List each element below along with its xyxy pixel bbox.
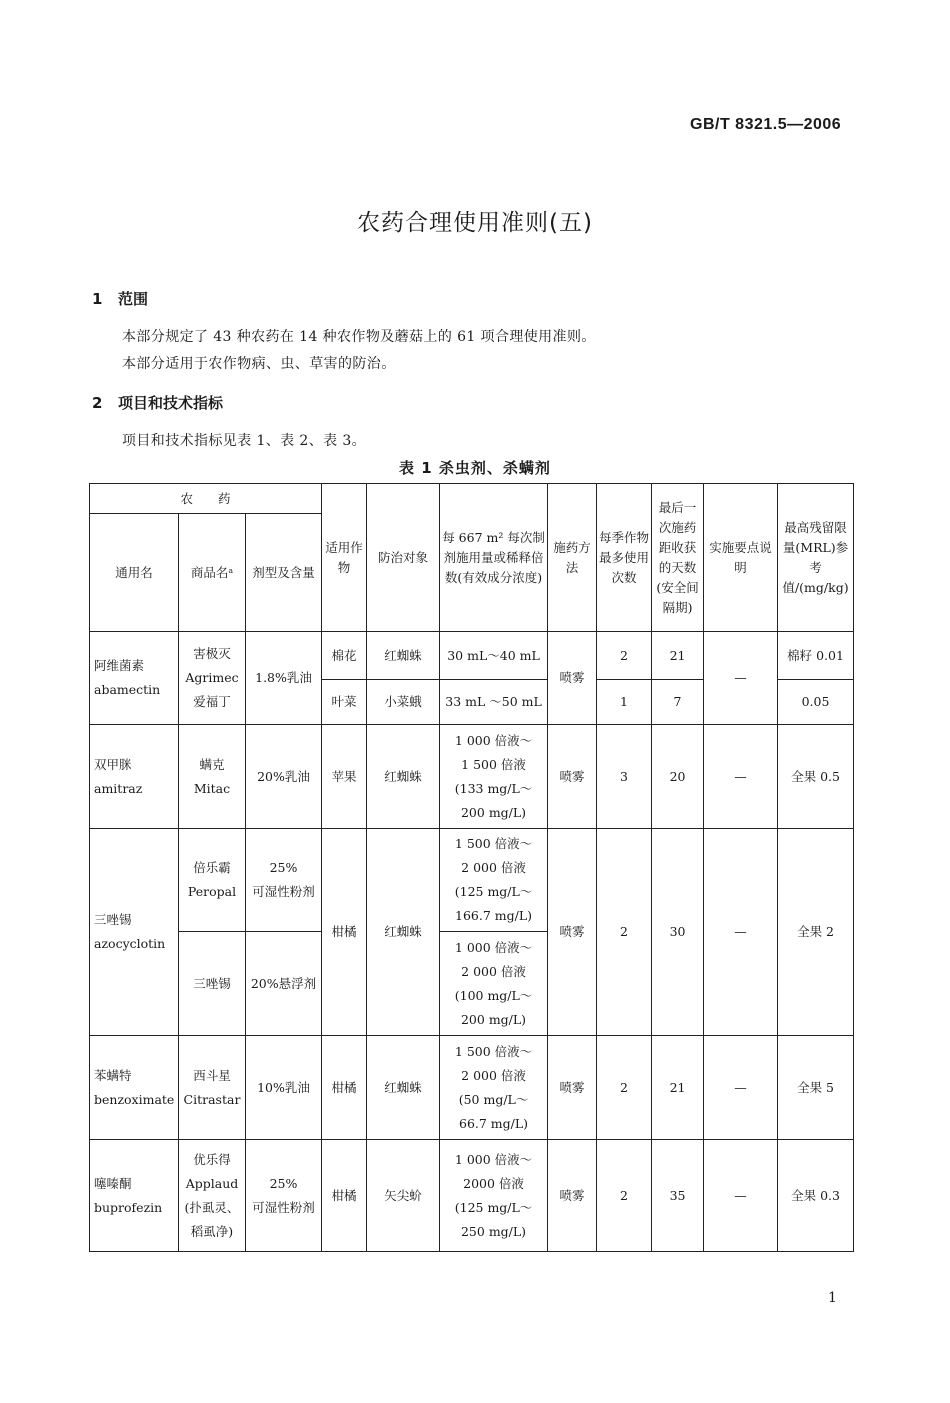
cell-crop: 苹果: [322, 725, 367, 829]
cell-mrl: 全果 5: [778, 1036, 854, 1140]
section-title: 项目和技术指标: [118, 394, 224, 412]
cell-max-times: 3: [597, 725, 652, 829]
section-number: 2: [92, 394, 103, 412]
cell-trade-name: 倍乐霸 Peropal: [179, 829, 246, 932]
cell-notes: —: [704, 632, 778, 725]
cell-formulation: 10%乳油: [246, 1036, 322, 1140]
header-mrl: 最高残留限量(MRL)参考值/(mg/kg): [778, 484, 854, 632]
document-title: 农药合理使用准则(五): [357, 210, 593, 236]
cell-common-name: 三唑锡 azocyclotin: [90, 829, 179, 1036]
header-pesticide: 农 药: [90, 484, 322, 514]
cell-formulation: 20%乳油: [246, 725, 322, 829]
cell-trade-name: 三唑锡: [179, 932, 246, 1036]
cell-notes: —: [704, 829, 778, 1036]
section-heading-scope: [92, 288, 148, 309]
cell-target: 小菜蛾: [367, 680, 440, 725]
cell-dosage: 33 mL ～50 mL: [440, 680, 548, 725]
cell-interval: 21: [652, 632, 704, 680]
cell-crop: 柑橘: [322, 829, 367, 1036]
cell-trade-name: 优乐得 Applaud (扑虱灵、 稻虱净): [179, 1140, 246, 1252]
header-dosage: 每 667 m² 每次制剂施用量或稀释倍数(有效成分浓度): [440, 484, 548, 632]
cell-common-name: 噻嗪酮 buprofezin: [90, 1140, 179, 1252]
paragraph: 项目和技术指标见表 1、表 2、表 3。: [122, 433, 367, 449]
table-caption: 表 1 杀虫剂、杀螨剂: [399, 459, 551, 477]
cell-interval: 20: [652, 725, 704, 829]
header-method: 施药方法: [548, 484, 597, 632]
cell-interval: 7: [652, 680, 704, 725]
cell-method: 喷雾: [548, 725, 597, 829]
cell-crop: 叶菜: [322, 680, 367, 725]
cell-max-times: 1: [597, 680, 652, 725]
cell-formulation: 25% 可湿性粉剂: [246, 1140, 322, 1252]
cell-dosage: 1 000 倍液～ 1 500 倍液 (133 mg/L～ 200 mg/L): [440, 725, 548, 829]
paragraph: 本部分适用于农作物病、虫、草害的防治。: [122, 356, 396, 372]
cell-interval: 35: [652, 1140, 704, 1252]
cell-formulation: 25% 可湿性粉剂: [246, 829, 322, 932]
cell-crop: 棉花: [322, 632, 367, 680]
cell-crop: 柑橘: [322, 1140, 367, 1252]
section-heading-items: [92, 392, 223, 413]
cell-target: 红蜘蛛: [367, 1036, 440, 1140]
cell-max-times: 2: [597, 1140, 652, 1252]
section-number: 1: [92, 290, 103, 308]
cell-method: 喷雾: [548, 1036, 597, 1140]
section-title: 范围: [118, 290, 149, 308]
cell-common-name: 苯螨特 benzoximate: [90, 1036, 179, 1140]
cell-dosage: 1 500 倍液～ 2 000 倍液 (125 mg/L～ 166.7 mg/L): [440, 829, 548, 932]
cell-trade-name: 西斗星 Citrastar: [179, 1036, 246, 1140]
cell-method: 喷雾: [548, 829, 597, 1036]
cell-formulation: 20%悬浮剂: [246, 932, 322, 1036]
cell-mrl: 全果 0.3: [778, 1140, 854, 1252]
cell-max-times: 2: [597, 632, 652, 680]
paragraph: 本部分规定了 43 种农药在 14 种农作物及蘑菇上的 61 项合理使用准则。: [122, 329, 596, 345]
cell-method: 喷雾: [548, 632, 597, 725]
header-target: 防治对象: [367, 484, 440, 632]
cell-common-name: 阿维菌素 abamectin: [90, 632, 179, 725]
page-number: 1: [828, 1290, 837, 1306]
cell-method: 喷雾: [548, 1140, 597, 1252]
cell-notes: —: [704, 1140, 778, 1252]
cell-max-times: 2: [597, 1036, 652, 1140]
cell-mrl: 全果 0.5: [778, 725, 854, 829]
cell-formulation: 1.8%乳油: [246, 632, 322, 725]
cell-mrl: 全果 2: [778, 829, 854, 1036]
cell-notes: —: [704, 1036, 778, 1140]
cell-notes: —: [704, 725, 778, 829]
cell-trade-name: 螨克 Mitac: [179, 725, 246, 829]
pesticide-table: [89, 483, 854, 1252]
cell-interval: 21: [652, 1036, 704, 1140]
cell-dosage: 1 000 倍液～ 2 000 倍液 (100 mg/L～ 200 mg/L): [440, 932, 548, 1036]
header-common-name: 通用名: [90, 514, 179, 632]
cell-trade-name: 害极灭 Agrimec 爱福丁: [179, 632, 246, 725]
cell-target: 矢尖蚧: [367, 1140, 440, 1252]
cell-common-name: 双甲脒 amitraz: [90, 725, 179, 829]
header-trade-name: 商品名ᵃ: [179, 514, 246, 632]
cell-mrl: 0.05: [778, 680, 854, 725]
cell-max-times: 2: [597, 829, 652, 1036]
cell-crop: 柑橘: [322, 1036, 367, 1140]
cell-dosage: 30 mL～40 mL: [440, 632, 548, 680]
standard-code: GB/T 8321.5—2006: [690, 116, 842, 133]
cell-dosage: 1 500 倍液～ 2 000 倍液 (50 mg/L～ 66.7 mg/L): [440, 1036, 548, 1140]
header-interval: 最后一次施药距收获的天数(安全间隔期): [652, 484, 704, 632]
cell-interval: 30: [652, 829, 704, 1036]
cell-target: 红蜘蛛: [367, 725, 440, 829]
cell-target: 红蜘蛛: [367, 632, 440, 680]
header-max-times: 每季作物最多使用次数: [597, 484, 652, 632]
header-notes: 实施要点说明: [704, 484, 778, 632]
cell-target: 红蜘蛛: [367, 829, 440, 1036]
cell-dosage: 1 000 倍液～ 2000 倍液 (125 mg/L～ 250 mg/L): [440, 1140, 548, 1252]
cell-mrl: 棉籽 0.01: [778, 632, 854, 680]
header-formulation: 剂型及含量: [246, 514, 322, 632]
header-crop: 适用作物: [322, 484, 367, 632]
